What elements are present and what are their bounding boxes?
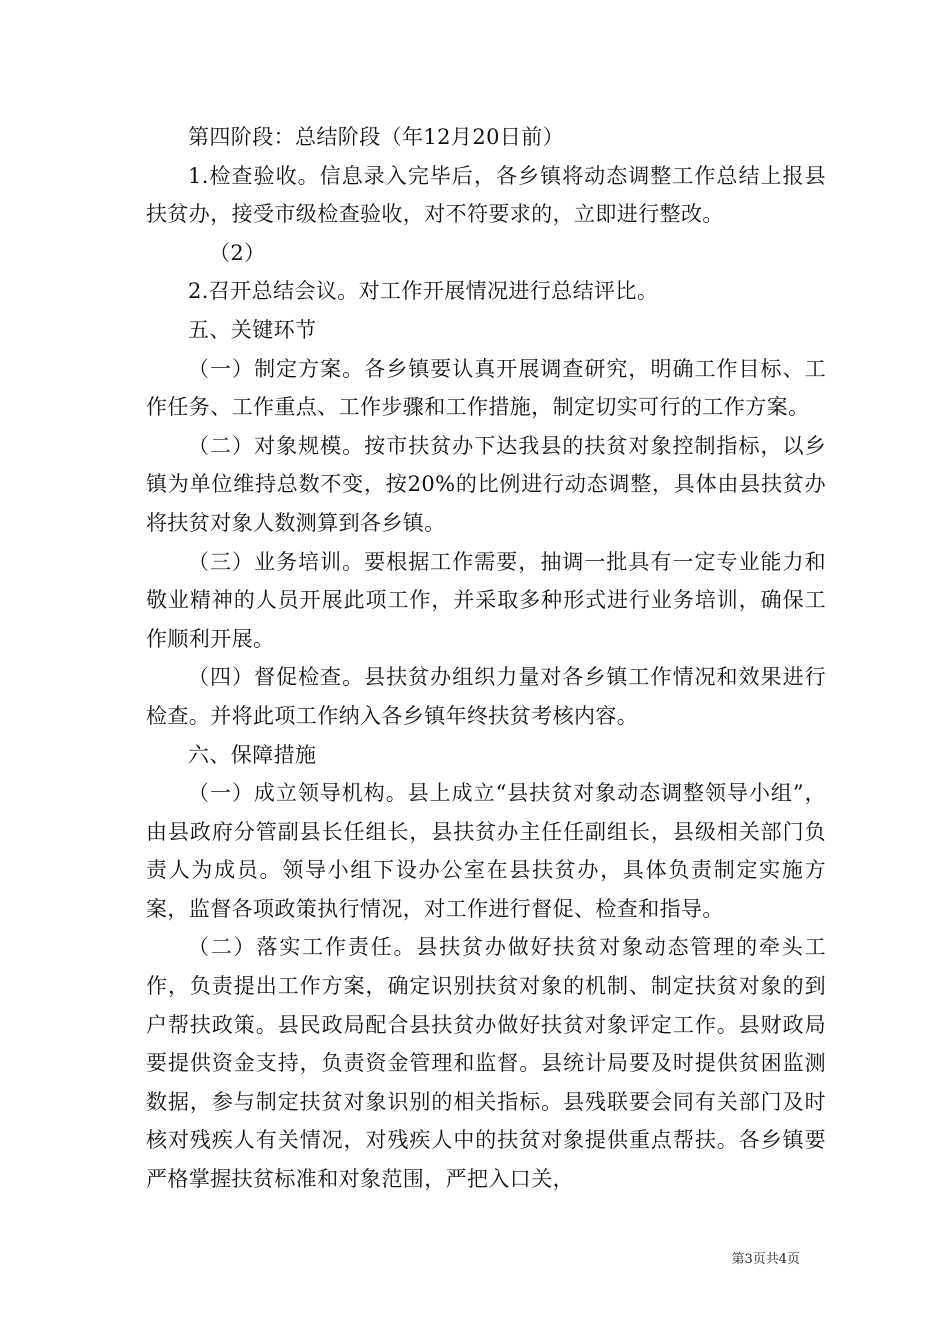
section-six-heading: 六、保障措施 (188, 742, 317, 767)
leadership-paragraph: （一）成立领导机构。县上成立“县扶贫对象动态调整领导小组”，由县政府分管副县长任组长，县扶贫办主任任副组长，县级相关部门负责人为成员。领导小组下设办公室在县扶贫办，具体负责制定实施方案，监督各项政策执行情况，对工作进行督促、检查和指导。 (146, 781, 826, 921)
supervision-paragraph: （四）督促检查。县扶贫办组织力量对各乡镇工作情况和效果进行检查。并将此项工作纳入各乡镇年终扶贫考核内容。 (146, 665, 826, 728)
stage-four-heading: 第四阶段：总结阶段（年12月20日前） (188, 125, 565, 149)
responsibility-paragraph: （二）落实工作责任。县扶贫办做好扶贫对象动态管理的牵头工作，负责提出工作方案，确定识别扶贫对象的机制、制定扶贫对象的到户帮扶政策。县民政局配合县扶贫办做好扶贫对象评定工作。县财政局要提供资金支持，负责资金管理和监督。县统计局要及时提供贫困监测数据，参与制定扶贫对象识别的相关指标。县残联要会同有关部门及时核对残疾人有关情况，对残疾人中的扶贫对象提供重点帮扶。各乡镇要严格掌握扶贫标准和对象范围，严把入口关， (146, 935, 826, 1192)
plan-paragraph: （一）制定方案。各乡镇要认真开展调查研究，明确工作目标、工作任务、工作重点、工作步骤和工作措施，制定切实可行的工作方案。 (146, 356, 826, 420)
inspection-paragraph: 1.检查验收。信息录入完毕后，各乡镇将动态调整工作总结上报县扶贫办，接受市级检查验收，对不符要求的，立即进行整改。 (146, 163, 826, 227)
document-body (146, 118, 826, 1199)
summary-meeting-paragraph: 2.召开总结会议。对工作开展情况进行总结评比。 (188, 279, 659, 304)
section-five-heading: 五、关键环节 (188, 317, 317, 342)
training-paragraph: （三）业务培训。要根据工作需要，抽调一批具有一定专业能力和敬业精神的人员开展此项工作，并采取多种形式进行业务培训，确保工作顺利开展。 (146, 549, 826, 651)
scale-paragraph: （二）对象规模。按市扶贫办下达我县的扶贫对象控制指标，以乡镇为单位维持总数不变，按20%的比例进行动态调整，具体由县扶贫办将扶贫对象人数测算到各乡镇。 (146, 433, 826, 535)
page-number-footer: 第3页共4页 (731, 1252, 800, 1267)
item-marker: （2） (209, 240, 266, 265)
